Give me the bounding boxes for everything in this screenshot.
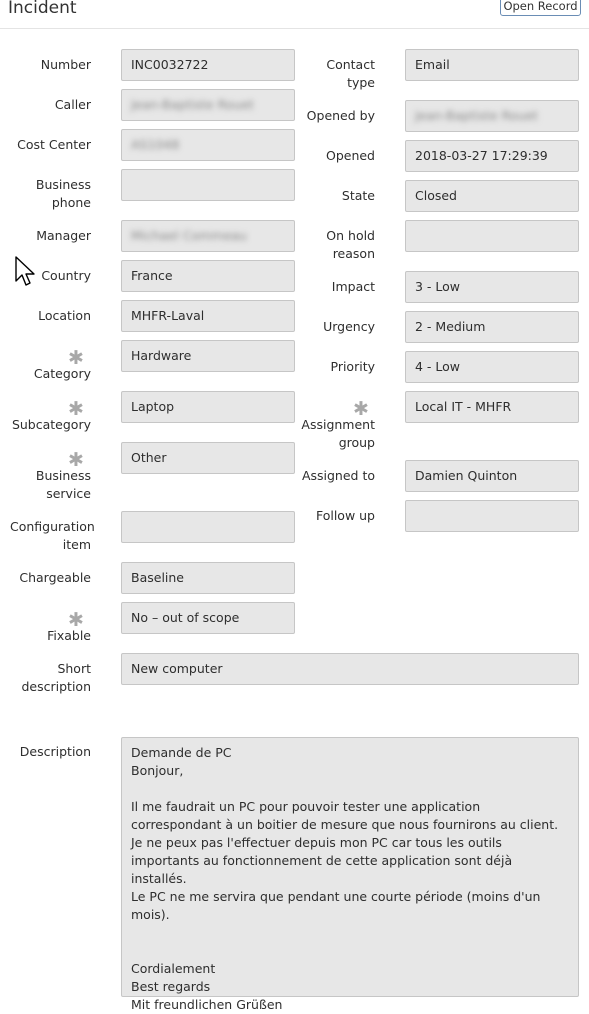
manager-value: Michael Commeau: [131, 228, 247, 243]
assigned-to-field[interactable]: Damien Quinton: [405, 460, 579, 492]
business-service-field[interactable]: Other: [121, 442, 295, 474]
assignment-group-label: Assignment group: [301, 417, 375, 450]
category-label: Category: [33, 366, 91, 381]
state-label: State: [341, 188, 375, 203]
category-required-icon: ✱: [68, 347, 84, 369]
cost-center-label: Cost Center: [17, 137, 91, 152]
business-phone-label: Business phone: [35, 177, 91, 210]
short-description-label: Short description: [21, 661, 91, 694]
business-service-label: Business service: [35, 468, 91, 501]
short-description-field[interactable]: New computer: [121, 653, 579, 685]
opened-by-label: Opened by: [306, 108, 375, 123]
business-phone-field[interactable]: [121, 169, 295, 201]
opened-by-value: Jean-Baptiste Rouet: [415, 108, 538, 123]
configuration-item-field[interactable]: [121, 511, 295, 543]
mouse-cursor-icon: [15, 256, 35, 288]
description-field[interactable]: Demande de PC Bonjour, Il me faudrait un PC pour pouvoir tester une application correspondant à un boitier de mesure que nous fournirons au client. Je ne peux pas l'effectuer depuis mon PC car tous les outils importants au fonctionnement de cette application sont déjà installés. Le PC ne me servira que pendant une courte période (moins d'un mois). Cordialement Best regards Mit freundlichen Grüßen: [121, 737, 579, 997]
fixable-field[interactable]: No – out of scope: [121, 602, 295, 634]
assignment-group-field[interactable]: Local IT - MHFR: [405, 391, 579, 423]
number-field[interactable]: INC0032722: [121, 49, 295, 81]
contact-type-field[interactable]: Email: [405, 49, 579, 81]
location-field[interactable]: MHFR-Laval: [121, 300, 295, 332]
cost-center-value: AS1048: [131, 137, 180, 152]
fixable-required-icon: ✱: [68, 609, 84, 631]
assignment-group-required-icon: ✱: [353, 398, 369, 420]
description-label: Description: [19, 744, 91, 759]
chargeable-label: Chargeable: [19, 570, 91, 585]
category-field[interactable]: Hardware: [121, 340, 295, 372]
business-service-required-icon: ✱: [68, 449, 84, 471]
opened-by-field[interactable]: [405, 100, 579, 132]
state-field[interactable]: Closed: [405, 180, 579, 212]
location-label: Location: [38, 308, 91, 323]
subcategory-field[interactable]: Laptop: [121, 391, 295, 423]
form-header: [0, 0, 589, 29]
assigned-to-label: Assigned to: [301, 468, 375, 483]
manager-field[interactable]: [121, 220, 295, 252]
cost-center-field[interactable]: [121, 129, 295, 161]
follow-up-label: Follow up: [315, 508, 375, 523]
urgency-field[interactable]: 2 - Medium: [405, 311, 579, 343]
on-hold-reason-label: On hold reason: [326, 228, 375, 261]
on-hold-reason-field[interactable]: [405, 220, 579, 252]
caller-label: Caller: [54, 97, 91, 112]
form-title: Incident: [8, 0, 77, 18]
caller-value: Jean-Baptiste Rouet: [131, 97, 254, 112]
opened-label: Opened: [325, 148, 375, 163]
country-field[interactable]: France: [121, 260, 295, 292]
number-label: Number: [40, 57, 91, 72]
subcategory-label: Subcategory: [11, 417, 91, 432]
caller-field[interactable]: [121, 89, 295, 121]
priority-field[interactable]: 4 - Low: [405, 351, 579, 383]
chargeable-field[interactable]: Baseline: [121, 562, 295, 594]
urgency-label: Urgency: [323, 319, 375, 334]
open-record-button[interactable]: Open Record: [500, 0, 581, 16]
configuration-item-label: Configuration item: [10, 519, 95, 552]
opened-field[interactable]: 2018-03-27 17:29:39: [405, 140, 579, 172]
impact-label: Impact: [331, 279, 375, 294]
fixable-label: Fixable: [47, 628, 91, 643]
priority-label: Priority: [330, 359, 375, 374]
contact-type-label: Contact type: [326, 57, 375, 90]
manager-label: Manager: [36, 228, 91, 243]
impact-field[interactable]: 3 - Low: [405, 271, 579, 303]
subcategory-required-icon: ✱: [68, 398, 84, 420]
follow-up-field[interactable]: [405, 500, 579, 532]
country-label: Country: [41, 268, 91, 283]
